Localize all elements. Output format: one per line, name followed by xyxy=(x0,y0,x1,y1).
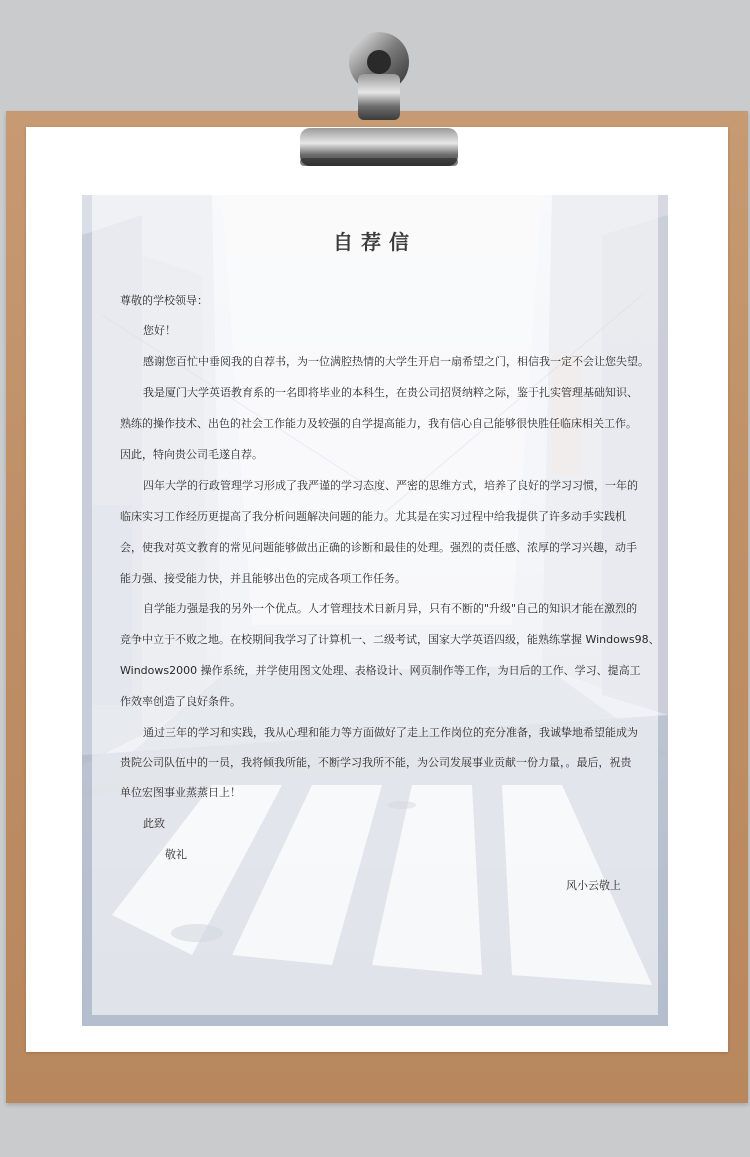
paragraph-4-line-4: 作效率创造了良好条件。 xyxy=(120,695,241,708)
paragraph-1-line-1: 感谢您百忙中垂阅我的自荐书，为一位满腔热情的大学生开启一扇希望之门，相信我一定不会让您失望。 xyxy=(143,355,649,368)
paragraph-4-line-1: 自学能力强是我的另外一个优点。人才管理技术日新月异，只有不断的"升级"自己的知识才能在激烈的 xyxy=(143,602,638,615)
paragraph-3-line-1: 四年大学的行政管理学习形成了我严谨的学习态度、严密的思维方式，培养了良好的学习习惯，一年的 xyxy=(143,479,638,492)
signature: 风小云敬上 xyxy=(566,879,621,892)
closing-1: 此致 xyxy=(143,817,165,830)
binder-clip-icon xyxy=(296,24,462,170)
paragraph-4-line-3: Windows2000 操作系统，并学使用图文处理、表格设计、网页制作等工作，为日后的工作、学习、提高工 xyxy=(120,664,641,677)
closing-2: 敬礼 xyxy=(165,848,187,861)
paragraph-3-line-3: 会，使我对英文教育的常见问题能够做出正确的诊断和最佳的处理。强烈的责任感、浓厚的学习兴趣，动手 xyxy=(120,541,637,554)
paragraph-2-line-3: 因此，特向贵公司毛遂自荐。 xyxy=(120,448,263,461)
paragraph-4-line-2: 竞争中立于不败之地。在校期间我学习了计算机一、二级考试，国家大学英语四级，能熟练掌握 Windows98、 xyxy=(120,633,660,646)
paragraph-5-line-3: 单位宏图事业蒸蒸日上！ xyxy=(120,786,241,799)
paragraph-2-line-1: 我是厦门大学英语教育系的一名即将毕业的本科生，在贵公司招贤纳粹之际，鉴于扎实管理基础知识、 xyxy=(143,386,638,399)
paragraph-5-line-1: 通过三年的学习和实践，我从心理和能力等方面做好了走上工作岗位的充分准备，我诚挚地希望能成为 xyxy=(143,726,638,739)
letter-title: 自荐信 xyxy=(333,230,417,254)
paragraph-5-line-2: 贵院公司队伍中的一员，我将倾我所能，不断学习我所不能，为公司发展事业贡献一份力量，。最后，祝贵 xyxy=(120,756,632,769)
paragraph-3-line-2: 临床实习工作经历更提高了我分析问题解决问题的能力。尤其是在实习过程中给我提供了许多动手实践机 xyxy=(120,510,626,523)
salutation: 尊敬的学校领导： xyxy=(120,294,208,307)
paragraph-2-line-2: 熟练的操作技术、出色的社会工作能力及较强的自学提高能力，我有信心自己能够很快胜任临床相关工作。 xyxy=(120,417,637,430)
greeting: 您好！ xyxy=(143,324,176,337)
paragraph-3-line-4: 能力强、接受能力快，并且能够出色的完成各项工作任务。 xyxy=(120,572,406,585)
